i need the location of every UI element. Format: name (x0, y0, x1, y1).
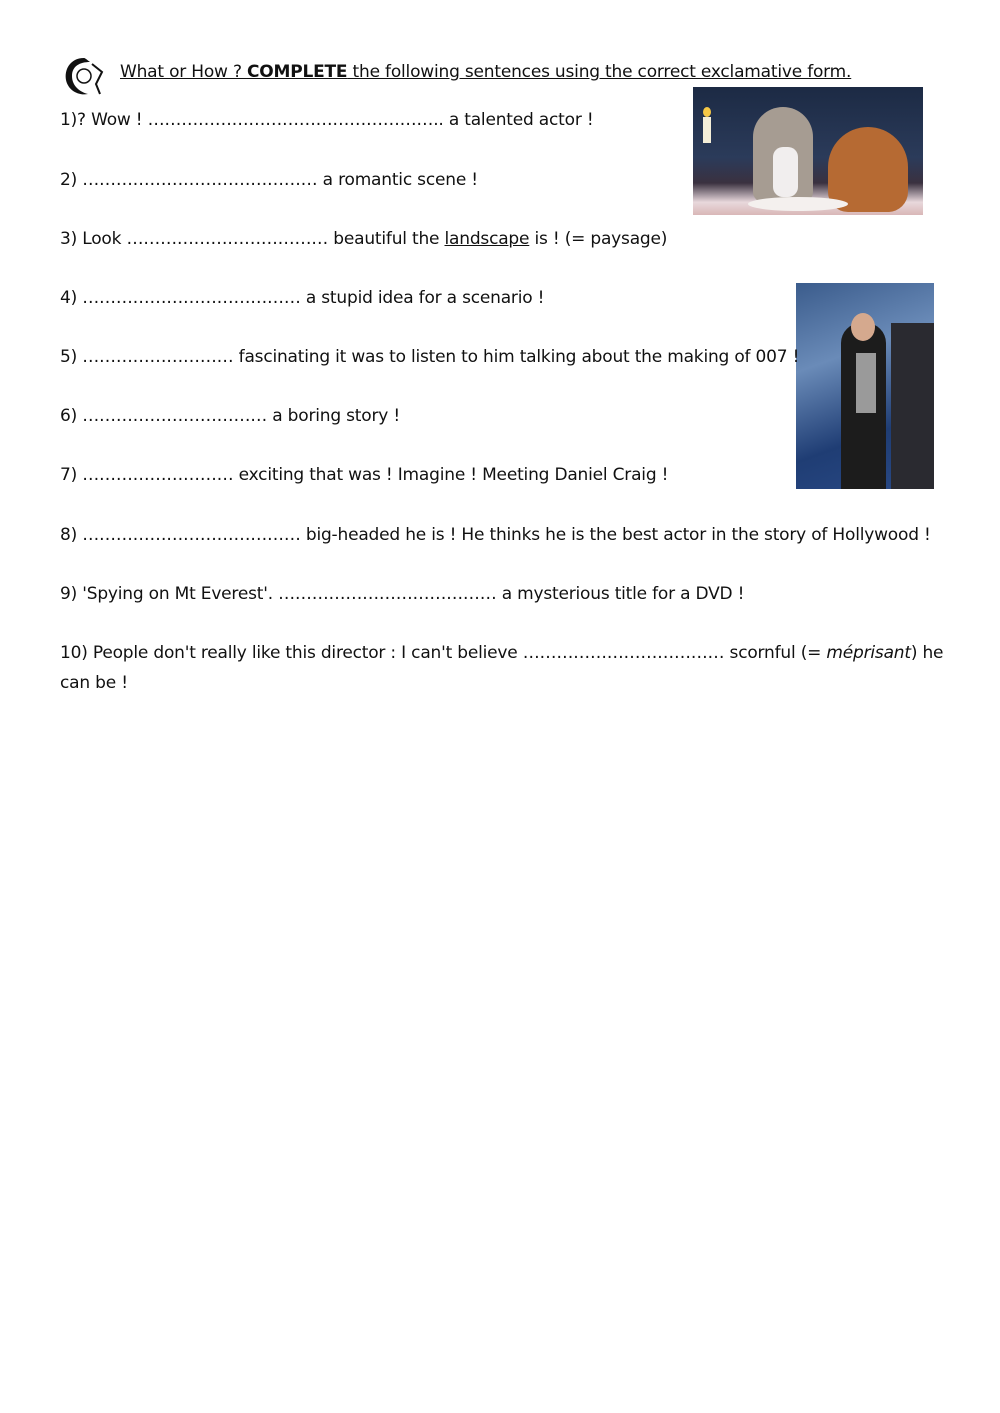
title-text: the following sentences using the correct exclamative form. (347, 62, 852, 82)
logo-icon (62, 54, 106, 98)
question-4: 4) ………………………………… a stupid idea for a scenario ! (60, 288, 545, 308)
lady-and-tramp-image (693, 87, 923, 215)
question-text: 3) Look ……………………………… beautiful the (60, 229, 445, 249)
question-text: 10) People don't really like this director : I can't believe ……………………………… scornful (= (60, 643, 827, 663)
question-9: 9) 'Spying on Mt Everest'. ………………………………… a mysterious title for a DVD ! (60, 584, 745, 604)
worksheet-title (120, 62, 851, 82)
question-2: 2) …………………………………… a romantic scene ! (60, 170, 478, 190)
question-7: 7) ……………………… exciting that was ! Imagine ! Meeting Daniel Craig ! (60, 465, 669, 485)
question-1: 1)? Wow ! …………………………………………….. a talented actor ! (60, 110, 594, 130)
question-8: 8) ………………………………… big-headed he is ! He thinks he is the best actor in the story of Hollywood ! (60, 525, 931, 545)
underlined-word: landscape (444, 229, 530, 249)
title-text: What or How ? (120, 62, 247, 82)
question-3 (60, 229, 667, 249)
italic-word: méprisant (826, 643, 911, 663)
question-10-continued: can be ! (60, 673, 128, 693)
question-6: 6) …………………………… a boring story ! (60, 406, 400, 426)
title-bold: COMPLETE (246, 62, 348, 82)
question-text: ) he (910, 643, 944, 663)
question-5: 5) ……………………… fascinating it was to listen to him talking about the making of 007 ! (60, 347, 800, 367)
daniel-craig-photo (796, 283, 934, 489)
question-text: is ! (= paysage) (529, 229, 668, 249)
question-10 (60, 643, 943, 663)
